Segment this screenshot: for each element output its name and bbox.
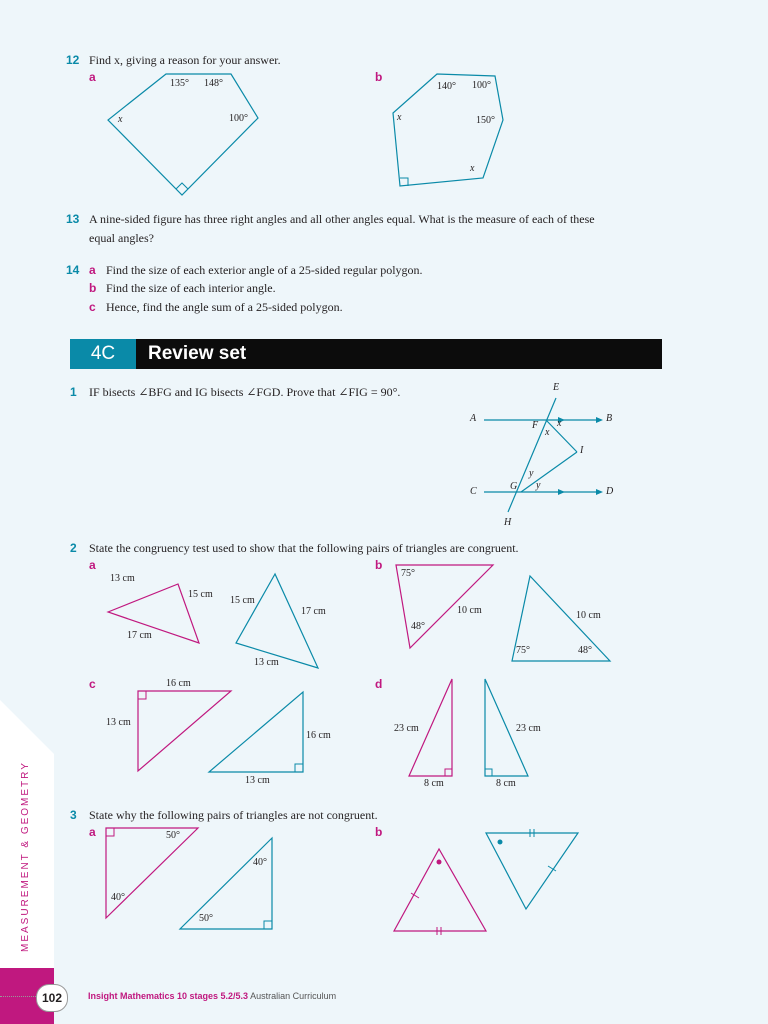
- r3a-t1-angle-50: 50°: [166, 830, 180, 841]
- part-label-12b: b: [375, 70, 383, 84]
- q12b-angle-100: 100°: [472, 80, 491, 91]
- r2a-t2-side-17: 17 cm: [301, 606, 326, 617]
- section-code: 4C: [70, 339, 136, 369]
- r2d-t1-side-23: 23 cm: [394, 723, 419, 734]
- r2d-t2-side-23: 23 cm: [516, 723, 541, 734]
- question-14b-text: Find the size of each interior angle.: [106, 281, 276, 295]
- r2c-t2-side-13: 13 cm: [245, 775, 270, 786]
- r2b-t1-angle-48: 48°: [411, 621, 425, 632]
- q12b-angle-140: 140°: [437, 81, 456, 92]
- point-g: G: [510, 481, 518, 492]
- review-2-text: State the congruency test used to show that the following pairs of triangles are congruent.: [89, 541, 519, 555]
- q12a-angle-x: x: [118, 114, 123, 125]
- part-label-14b: b: [89, 281, 97, 295]
- question-14c-text: Hence, find the angle sum of a 25-sided polygon.: [106, 300, 343, 314]
- question-13-line1: A nine-sided figure has three right angles and all other angles equal. What is the measure of each of these: [89, 212, 595, 226]
- r3a-right-angle-2: [264, 921, 272, 929]
- r2d-t2-side-8: 8 cm: [496, 778, 516, 789]
- point-h: H: [504, 517, 512, 528]
- part-label-2d: d: [375, 677, 383, 691]
- strand-label: MEASUREMENT & GEOMETRY: [20, 761, 31, 952]
- r3b-t2-angle-dot: [498, 840, 503, 845]
- angle-y1: y: [529, 468, 534, 479]
- r3a-triangle-1: [106, 828, 198, 918]
- r3a-triangle-2: [180, 838, 272, 929]
- question-13-line2: equal angles?: [89, 231, 154, 245]
- q12b-angle-150: 150°: [476, 115, 495, 126]
- r2b-t2-angle-75: 75°: [516, 645, 530, 656]
- r2b-t2-angle-48: 48°: [578, 645, 592, 656]
- part-label-2a: a: [89, 558, 96, 572]
- r2a-t2-side-15: 15 cm: [230, 595, 255, 606]
- r2a-t1-side-17: 17 cm: [127, 630, 152, 641]
- part-label-12a: a: [89, 70, 96, 84]
- q12b-angle-x2: x: [470, 163, 475, 174]
- part-label-3b: b: [375, 825, 383, 839]
- question-12-text: Find x, giving a reason for your answer.: [89, 53, 281, 67]
- part-label-14a: a: [89, 263, 96, 277]
- footer-curriculum: Australian Curriculum: [250, 991, 337, 1001]
- question-number-14: 14: [66, 263, 80, 277]
- angle-x2: x: [557, 418, 562, 429]
- review-1-text: IF bisects ∠BFG and IG bisects ∠FGD. Prove that ∠FIG = 90°.: [89, 385, 401, 399]
- review-number-3: 3: [70, 808, 77, 822]
- point-c: C: [470, 486, 477, 497]
- r3a-t2-angle-40: 40°: [253, 857, 267, 868]
- page-number: 102: [36, 984, 68, 1012]
- r2a-t2-side-13: 13 cm: [254, 657, 279, 668]
- footer-dotted-rule: [0, 996, 36, 997]
- footer-book-title: Insight Mathematics 10 stages 5.2/5.3: [88, 991, 249, 1001]
- part-label-14c: c: [89, 300, 96, 314]
- point-b: B: [606, 413, 613, 424]
- q12a-angle-100: 100°: [229, 113, 248, 124]
- r3a-t2-angle-50: 50°: [199, 913, 213, 924]
- r2c-t1-side-13: 13 cm: [106, 717, 131, 728]
- point-a: A: [470, 413, 477, 424]
- r3b-t1-angle-dot: [437, 860, 442, 865]
- r2b-t2-side-10: 10 cm: [576, 610, 601, 621]
- section-title: Review set: [148, 343, 247, 364]
- part-label-3a: a: [89, 825, 96, 839]
- q12a-angle-135: 135°: [170, 78, 189, 89]
- point-f: F: [532, 420, 539, 431]
- point-i: I: [580, 445, 584, 456]
- q12a-angle-148: 148°: [204, 78, 223, 89]
- r2c-t2-side-16: 16 cm: [306, 730, 331, 741]
- r2b-t1-angle-75: 75°: [401, 568, 415, 579]
- point-e: E: [553, 382, 560, 393]
- footer-book-line: [88, 991, 336, 1001]
- review-number-1: 1: [70, 385, 77, 399]
- r2d-t1-side-8: 8 cm: [424, 778, 444, 789]
- part-label-2b: b: [375, 558, 383, 572]
- r3a-t1-angle-40: 40°: [111, 892, 125, 903]
- part-label-2c: c: [89, 677, 96, 691]
- r2a-t1-side-15: 15 cm: [188, 589, 213, 600]
- review-3-text: State why the following pairs of triangles are not congruent.: [89, 808, 378, 822]
- angle-x1: x: [545, 427, 550, 438]
- r2c-t1-side-16: 16 cm: [166, 678, 191, 689]
- point-d: D: [606, 486, 614, 497]
- r3a-right-angle-1: [106, 828, 114, 836]
- question-14a-text: Find the size of each exterior angle of a 25-sided regular polygon.: [106, 263, 423, 277]
- q12b-angle-x1: x: [397, 112, 402, 123]
- question-number-13: 13: [66, 212, 80, 226]
- angle-y2: y: [536, 480, 541, 491]
- question-number-12: 12: [66, 53, 80, 67]
- r2a-t1-side-13: 13 cm: [110, 573, 135, 584]
- r2b-t1-side-10: 10 cm: [457, 605, 482, 616]
- review-number-2: 2: [70, 541, 77, 555]
